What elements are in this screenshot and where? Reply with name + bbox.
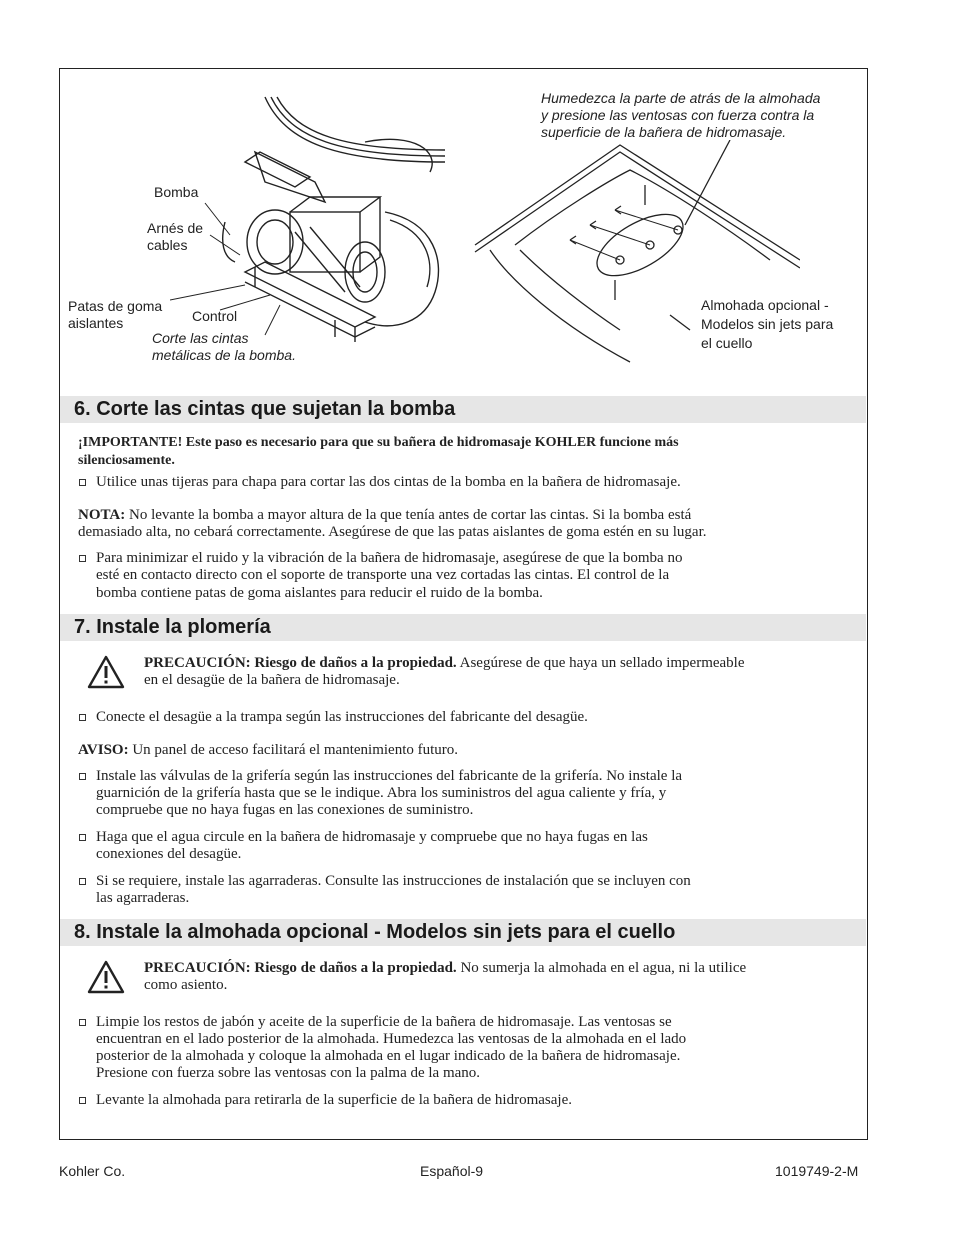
label-patas-1: Patas de goma — [68, 298, 163, 314]
section-7-bullet-2: Instale las válvulas de la grifería según las instrucciones del fabricante de la grifería. No instale la — [96, 768, 682, 785]
footer-page-number: Español-9 — [420, 1163, 484, 1179]
label-corte-1: Corte las cintas — [152, 330, 249, 346]
section-7-bullet-2-line-2: guarnición de la grifería hasta que se le indique. Abra los suministros del agua caliente y fría, y — [96, 785, 667, 801]
section-7-aviso: AVISO: Un panel de acceso facilitará el mantenimiento futuro. — [78, 742, 459, 758]
section-6-bullet-2-line-3: bomba contiene patas de goma aislantes para reducir el ruido de la bomba. — [96, 585, 543, 601]
section-8-caution-1: PRECAUCIÓN: Riesgo de daños a la propiedad. No sumerja la almohada en el agua, ni la utilice — [144, 960, 747, 976]
label-arnes-1: Arnés de — [147, 220, 204, 236]
label-humedezca-1: Humedezca la parte de atrás de la almohada — [541, 90, 821, 106]
footer-document-number: 1019749-2-M — [775, 1163, 859, 1179]
label-almohada-1: Almohada opcional - — [701, 297, 829, 313]
label-arnes-2: cables — [147, 237, 188, 253]
section-6-important-2: silenciosamente. — [78, 453, 175, 468]
section-6-bullet-2-line-2: esté en contacto directo con el soporte de transporte una vez cortadas las cintas. El control de la — [96, 567, 670, 583]
bullet-box — [79, 479, 86, 486]
section-8-bullet-1-line-3: posterior de la almohada y coloque la almohada en el lugar indicado de la bañera de hidromasaje. — [96, 1048, 681, 1064]
label-humedezca-3: superficie de la bañera de hidromasaje. — [541, 124, 787, 140]
section-7-caution-2: en el desagüe de la bañera de hidromasaje. — [144, 672, 400, 688]
section-8-bullet-1-line-4: Presione con fuerza sobre las ventosas con la palma de la mano. — [96, 1065, 481, 1081]
bullet-box — [79, 878, 86, 885]
bullet-box — [79, 1097, 86, 1104]
section-8-bullet-1: Limpie los restos de jabón y aceite de la superficie de la bañera de hidromasaje. Las ventosas se — [96, 1014, 672, 1031]
section-6-important-1: ¡IMPORTANTE! Este paso es necesario para que su bañera de hidromasaje KOHLER funcione más — [78, 435, 679, 450]
section-6-bullet-1: Utilice unas tijeras para chapa para cortar las dos cintas de la bomba en la bañera de hidromasaje. — [96, 474, 681, 491]
section-7-heading: 7. Instale la plomería — [60, 614, 866, 641]
section-8-bullet-1-line-2: encuentran en el lado posterior de la almohada. Humedezca las ventosas de la almohada en el lado — [96, 1031, 687, 1047]
section-7-bullet-3-line-2: conexiones del desagüe. — [96, 846, 242, 862]
bullet-box — [79, 1019, 86, 1026]
section-8-heading: 8. Instale la almohada opcional - Modelos sin jets para el cuello — [60, 919, 866, 946]
section-7-caution-1: PRECAUCIÓN: Riesgo de daños a la propiedad. Asegúrese de que haya un sellado impermeable — [144, 655, 745, 671]
bullet-box — [79, 773, 86, 780]
section-6-nota-1: NOTA: No levante la bomba a mayor altura de la que tenía antes de cortar las cintas. Si la bomba está — [78, 507, 692, 523]
bullet-box — [79, 834, 86, 841]
label-corte-2: metálicas de la bomba. — [152, 347, 296, 363]
section-7-bullet-2-line-3: compruebe que no haya fugas en las conexiones de suministro. — [96, 802, 474, 818]
section-6-bullet-2: Para minimizar el ruido y la vibración de la bañera de hidromasaje, asegúrese de que la bomba no — [96, 550, 682, 567]
warning-triangle-icon — [87, 655, 125, 689]
label-patas-2: aislantes — [68, 315, 124, 331]
label-bomba: Bomba — [154, 184, 199, 200]
section-6-heading: 6. Corte las cintas que sujetan la bomba — [60, 396, 866, 423]
section-7-bullet-4-line-2: las agarraderas. — [96, 890, 190, 906]
label-control: Control — [192, 308, 238, 324]
bullet-box — [79, 714, 86, 721]
label-almohada-3: el cuello — [701, 335, 753, 351]
section-7-bullet-4: Si se requiere, instale las agarraderas. Consulte las instrucciones de instalación que se incluyen con — [96, 873, 691, 890]
bullet-box — [79, 555, 86, 562]
section-7-bullet-1: Conecte el desagüe a la trampa según las instrucciones del fabricante del desagüe. — [96, 709, 588, 726]
warning-triangle-icon — [87, 960, 125, 994]
footer-company: Kohler Co. — [59, 1163, 126, 1179]
section-7-bullet-3: Haga que el agua circule en la bañera de hidromasaje y compruebe que no haya fugas en las — [96, 829, 648, 846]
section-8-caution-2: como asiento. — [144, 977, 228, 993]
label-humedezca-2: y presione las ventosas con fuerza contra la — [541, 107, 815, 123]
section-6-nota-2: demasiado alta, no cebará correctamente. Asegúrese de que las patas aislantes de goma estén en su lugar. — [78, 524, 707, 540]
label-almohada-2: Modelos sin jets para — [701, 316, 834, 332]
section-8-bullet-2: Levante la almohada para retirarla de la superficie de la bañera de hidromasaje. — [96, 1092, 572, 1109]
